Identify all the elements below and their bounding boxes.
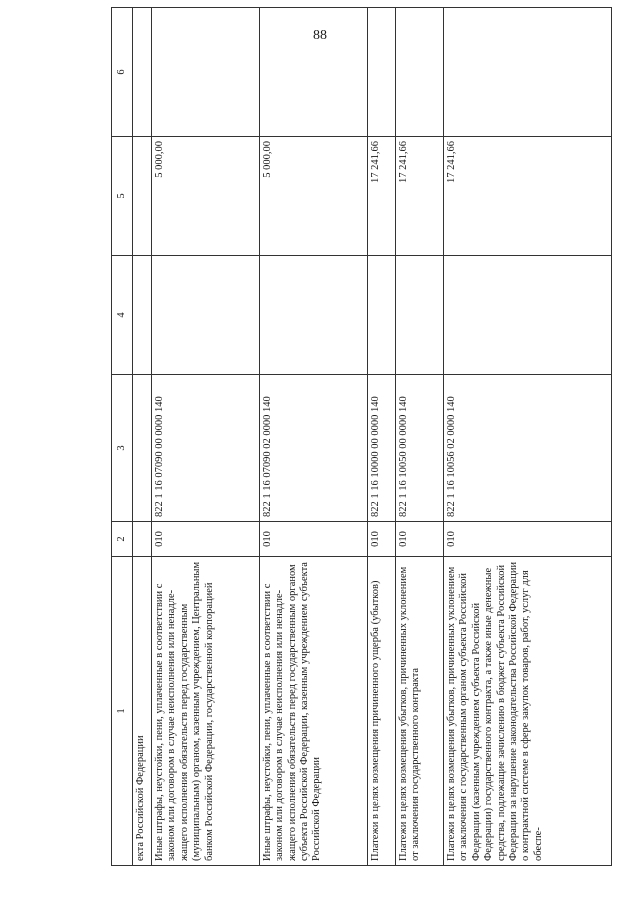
row-kbk: 822 1 16 10000 00 0000 140 bbox=[367, 375, 395, 522]
row-name: Иные штрафы, неустойки, пени, уплаченные в соответствии с законом или договором в случае неисполнения или ненадлежащего исполнения обязательств перед государственным органом субъекта Российской Федерации, казенным учреждением субъекта Российской Федерации bbox=[259, 557, 367, 866]
header-row bbox=[112, 8, 133, 866]
page-number: 88 bbox=[313, 28, 327, 43]
header-col-5: 5 bbox=[112, 137, 133, 256]
header-col-4: 4 bbox=[112, 256, 133, 375]
row-amount: 5 000,00 bbox=[152, 137, 260, 256]
row-amount: 17 241,66 bbox=[396, 137, 444, 256]
row-kbk: 822 1 16 07090 02 0000 140 bbox=[259, 375, 367, 522]
row-code: 010 bbox=[152, 522, 260, 557]
header-col-6: 6 bbox=[112, 8, 133, 137]
table-row bbox=[152, 8, 260, 866]
table-row bbox=[396, 8, 444, 866]
row-col4 bbox=[152, 256, 260, 375]
row-amount: 5 000,00 bbox=[259, 137, 367, 256]
row-col6 bbox=[367, 8, 395, 137]
row-col6 bbox=[444, 8, 612, 137]
table-row bbox=[259, 8, 367, 866]
row-name: Платежи в целях возмещения причиненного ущерба (убытков) bbox=[367, 557, 395, 866]
row-name: Иные штрафы, неустойки, пени, уплаченные в соответствии с законом или договором в случае неисполнения или ненадлежащего исполнения обязательств перед государственным (муниципальным) органом, казенным учреждением, Центральным банком Российской Федерации, государственной корпорацией bbox=[152, 557, 260, 866]
row-code: 010 bbox=[259, 522, 367, 557]
row-col4 bbox=[367, 256, 395, 375]
table-row bbox=[367, 8, 395, 866]
row-name: Платежи в целях возмещения убытков, причиненных уклонением от заключения с государственным органом субъекта Российской Федерации (казенным учреждением субъекта Российской Федерации) государственного контракта, а также иные денежные средства, подлежащие зачислению в бюджет субъекта Российской Федерации за нарушение законодательства Российской Федерации о контрактной системе в сфере закупок товаров, работ, услуг для обеспе- bbox=[444, 557, 612, 866]
continuation-text: екта Российской Федерации bbox=[133, 557, 152, 866]
row-name: Платежи в целях возмещения убытков, причиненных уклонением от заключения государственного контракта bbox=[396, 557, 444, 866]
row-amount: 17 241,66 bbox=[367, 137, 395, 256]
row-code: 010 bbox=[396, 522, 444, 557]
row-kbk: 822 1 16 07090 00 0000 140 bbox=[152, 375, 260, 522]
header-col-3: 3 bbox=[112, 375, 133, 522]
revenue-table bbox=[111, 7, 612, 866]
row-col6 bbox=[259, 8, 367, 137]
continuation-row bbox=[133, 8, 152, 866]
row-col4 bbox=[444, 256, 612, 375]
row-col6 bbox=[396, 8, 444, 137]
rotated-table-container bbox=[111, 62, 612, 866]
row-col4 bbox=[396, 256, 444, 375]
row-col4 bbox=[259, 256, 367, 375]
row-kbk: 822 1 16 10050 00 0000 140 bbox=[396, 375, 444, 522]
row-col6 bbox=[152, 8, 260, 137]
row-code: 010 bbox=[444, 522, 612, 557]
row-kbk: 822 1 16 10056 02 0000 140 bbox=[444, 375, 612, 522]
row-code: 010 bbox=[367, 522, 395, 557]
header-col-1: 1 bbox=[112, 557, 133, 866]
row-amount: 17 241,66 bbox=[444, 137, 612, 256]
header-col-2: 2 bbox=[112, 522, 133, 557]
table-row bbox=[444, 8, 612, 866]
